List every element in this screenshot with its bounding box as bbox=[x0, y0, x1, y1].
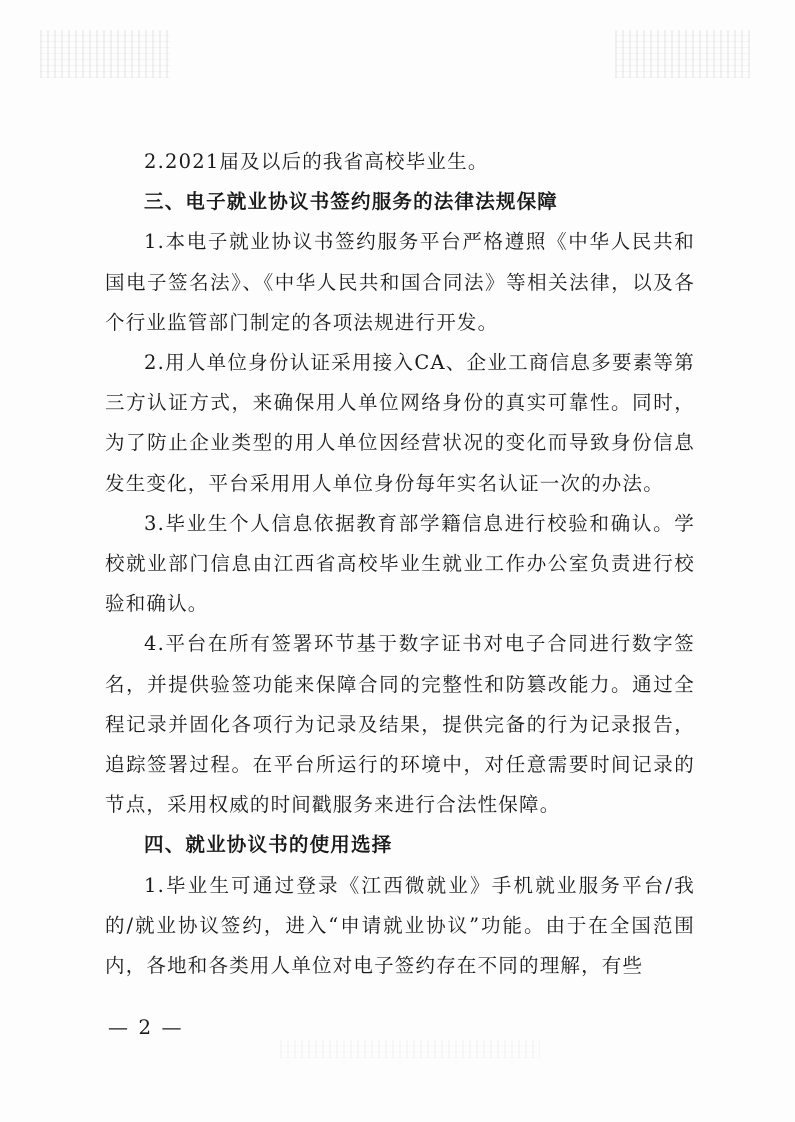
section-heading: 三、电子就业协议书签约服务的法律法规保障 bbox=[144, 190, 559, 214]
paragraph: 2.用人单位身份认证采用接入CA、企业工商信息多要素等第三方认证方式，来确保用人单位网络身份的真实可靠性。同时，为了防止企业类型的用人单位因经营状况的变化而导致身份信息发生变化，平台采用用人单位身份每年实名认证一次的办法。 bbox=[105, 351, 695, 495]
paragraph: 3.毕业生个人信息依据教育部学籍信息进行校验和确认。学校就业部门信息由江西省高校毕业生就业工作办公室负责进行校验和确认。 bbox=[105, 511, 695, 616]
scan-noise-header-right bbox=[615, 30, 750, 78]
scan-noise-footer bbox=[280, 1040, 540, 1058]
paragraph: 4.平台在所有签署环节基于数字证书对电子合同进行数字签名，并提供验签功能来保障合同的完整性和防篡改能力。通过全程记录并固化各项行为记录及结果，提供完备的行为记录报告，追踪签署过程。在平台所运行的环境中，对任意需要时间记录的节点，采用权威的时间戳服务来进行合法性保障。 bbox=[105, 632, 695, 817]
paragraph: 2.2021届及以后的我省高校毕业生。 bbox=[144, 150, 489, 173]
paragraph: 1.毕业生可通过登录《江西微就业》手机就业服务平台/我的/就业协议签约，进入“申请就业协议”功能。由于在全国范围内，各地和各类用人单位对电子签约存在不同的理解，有些 bbox=[105, 873, 695, 978]
page-number: — 2 — bbox=[108, 1015, 184, 1039]
section-heading: 四、就业协议书的使用选择 bbox=[144, 833, 393, 857]
document-body bbox=[105, 142, 695, 986]
paragraph: 1.本电子就业协议书签约服务平台严格遵照《中华人民共和国电子签名法》、《中华人民共和国合同法》等相关法律，以及各个行业监管部门制定的各项法规进行开发。 bbox=[105, 230, 695, 334]
scan-noise-header-left bbox=[40, 30, 170, 78]
